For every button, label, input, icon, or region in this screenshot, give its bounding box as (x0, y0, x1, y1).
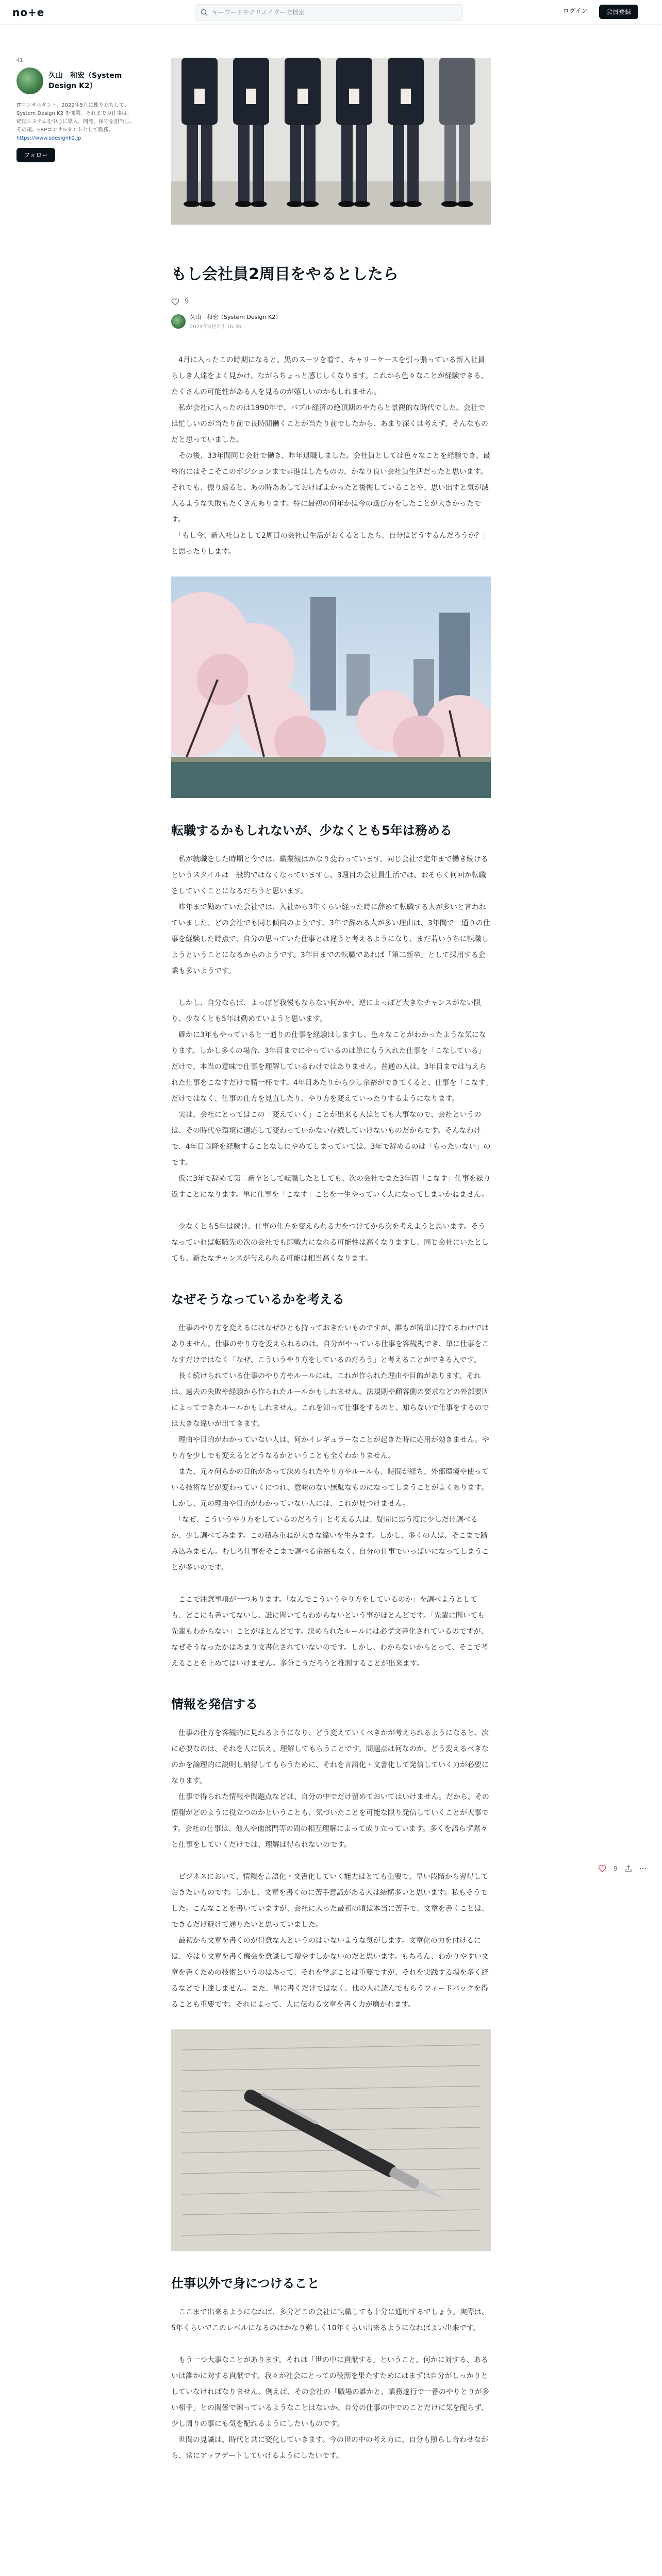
article-column (171, 58, 491, 2464)
search-box[interactable] (195, 4, 463, 21)
signup-button[interactable]: 会員登録 (599, 5, 638, 19)
paragraph: 私が会社に入ったのは1990年で、バブル経済の絶頂期のやたらと景観的な時代でした。会社では忙しいのが当たり前で長時間働くことが当たり前でしたから、あまり深くは考えず、そんなものだと思っていました。 (171, 404, 488, 444)
paragraph: 少なくとも5年は続け、仕事の仕方を変えられる力をつけてから次を考えようと思います。そうなっていれば転職先の次の会社でも即戦力になれる可能性は高くなりますし、同じ会社にいたとしても、新たなチャンスが与えられる可能は相当高くなります。 (171, 1223, 489, 1263)
heart-icon[interactable] (171, 298, 179, 306)
article-body (171, 352, 491, 2464)
paragraph: ビジネスにおいて、情報を言語化・文書化していく能力はとても重要で、早い段階から習得しておきたいものです。しかし、文章を書くのに苦手意識がある人は結構多いと思います。私もそうでした。こんなことを書いていますが、会社に入った最初の頃は本当に苦手で、文章を書くことは、できるだけ避けて通りたいと思っていました。 (171, 1873, 489, 1929)
author-bio (16, 101, 135, 143)
author-bio-text: ITコンサルタント。2022年5月に独り立ちして、System Design K2 を開業。それまでの仕事は、経理システムを中心に導入、開発、保守を担当し、その後、ERPコンサルタントとして勤務。 (16, 103, 135, 133)
author-avatar[interactable] (16, 67, 43, 94)
paragraph: ここまで出来るようになれば、多分どこの会社に転職しても十分に通用するでしょう。実際は、5年くらいでこのレベルになるのはかなり難しく10年くらい出来るようになればよい出来です。 (171, 2308, 489, 2332)
paragraph: 「なぜ、こういうやり方をしているのだろう」と考える人は、疑問に思う度に少しだけ調べるか、少し調べてみます。この積み重ねが大きな違いを生みます。しかし、多くの人は、そこまで踏み込みません。むしろ仕事をそこまで調べる余裕もなく、自分の仕事でいっぱいになってしまうことが多いのです。 (171, 1516, 489, 1572)
floating-like-count: 9 (614, 1865, 618, 1872)
site-header (0, 0, 662, 25)
paragraph: その後、33年間同じ会社で働き、昨年退職しました。会社員としては色々なことを経験でき、最終的にはそこそこのポジションまで昇進はしたものの、かなり良い会社員生活だったと思います。それでも、振り返ると、あの時ああしておけばよかったと後悔していることや、思い出すと気が滅入るような失敗もたくさんあります。特に最初の何年かは今の選び方をしたことが大きかったです。 (171, 452, 490, 524)
pen-illustration (171, 2029, 491, 2251)
paragraph: 確かに3年もやっていると一通りの仕事を経験はしますし、色々なことがわかったような気になります。しかし多くの場合、3年目までにやっているのは単にもう入れた仕事を「こなしている」だけで、本当の意味で仕事を理解しているわけではありません。普通の人は、3年目までは与えられた仕事をこなすだけで精一杯です。4年目あたりから少し余裕ができてくると、仕事を「こなす」だけではなく、仕事の仕方を見直したり、やり方を変えていったりするようになります。 (171, 1031, 489, 1103)
search-icon (201, 9, 208, 16)
paragraph: 4月に入ったこの時期になると、黒のスーツを着て、キャリーケースを引っ張っている新入社員らしき人達をよく見かけ、ながらちょっと感じしくなります。これから色々なことが経験できる、たくさんの可能性がある人を見るのが嬉しいのかもしれません。 (171, 356, 488, 396)
pen-photo (171, 2029, 491, 2251)
new-employees-illustration (171, 58, 491, 225)
heart-icon[interactable] (598, 1865, 606, 1872)
paragraph: 長く続けられている仕事のやり方やルールには、これが作られた理由や目的があります。それは、過去の失敗や経験から作られたルールかもしれません。法規則や顧客側の要求などの外部要因によってできたルールかもしれません。これを知って仕事をするのと、知らないで仕事をするのでは大きな違いが出てきます。 (171, 1372, 489, 1428)
paragraph: 昨年まで勤めていた会社では、入社から3年くらい経った時に辞めて転職する人が多いと言われていました。どの会社でも同じ傾向のようです。3年で辞める人が多い理由は、3年間で一通りの仕事を経験した時点で、自分の思っていた仕事とは違うと考えるようになり、まだ若いうちに転職しようということになるからのようです。3年目までの転職であれば「第二新卒」として採用する企業も多いようです。 (171, 903, 490, 975)
paragraph: 仕事のやり方を変えるにはなぜひとも持っておきたいものですが、誰もが簡単に持てるわけではありません。仕事のやり方を変えられるのは、自分がやっている仕事を客観視でき、単に仕事をこなすだけではなく「なぜ、こういうやり方をしているのだろう」と考えることができる人です。 (171, 1324, 489, 1364)
floating-actions (598, 1865, 647, 1872)
paragraph: 実は、会社にとってはこの「変えていく」ことが出来る人はとても大事なので、会社というのは、その時代や環境に適応して変わっていかない存続していけないものだからです。そんなわけで、4年目以降を経験することなしにやめてしまっていては、3年で辞めるのは「もったいない」のです。 (171, 1111, 491, 1167)
paragraph: 仕事の仕方を客観的に見れるようになり、どう変えていくべきかが考えられるようになると、次に必要なのは、それを人に伝え、理解してもらうことです。問題点は何なのか、どう変えるべきなのかを論理的に説明し納得してもらうために、それを言語化・文書化して発信していく力が必要になります。 (171, 1729, 489, 1785)
like-count: 9 (185, 298, 189, 306)
paragraph: 世間の見識は、時代と共に変化していきます。今の世の中の考え方に、自分も照らし合わせながら、常にアップデートしていけるようにしたいです。 (171, 2436, 488, 2460)
login-link[interactable]: ログイン (563, 7, 588, 14)
author-sidebar (16, 58, 140, 162)
article-title: もし会社員2周目をやるとしたら (171, 265, 399, 283)
author-name[interactable]: 久山 和宏（System Design K2） (48, 72, 122, 90)
paragraph: ここで注意事項が一つあります。「なんでこういうやり方をしているのか」を調べようとしても、どこにも書いてないし、誰に聞いてもわからないという事がほとんどです。「先輩に聞いても先輩もわからない」ことがほとんどです。決められたルールには必ず文書化されているのですが、なぜそうなったかはあまり文書化されていないのです。しかし、わからないからとって、そこで考えることを止めてはいけません。多分こうだろうと推測することが出来ます。 (171, 1596, 488, 1668)
section-heading: 転職するかもしれないが、少なくとも5年は務める (171, 823, 452, 838)
paragraph: 仮に3年で辞めて第二新卒として転職したとしても、次の会社でまた3年間「こなす」仕事を繰り返すことになります。単に仕事を「こなす」ことを一生やっていく人になってしまいかねません。 (171, 1175, 491, 1199)
paragraph: 「もし今、新入社員として2周目の会社員生活がおくるとしたら、自分はどうするんだろうか？」と思ったりします。 (171, 532, 490, 556)
byline (171, 313, 491, 330)
paragraph: しかし、自分ならば、よっぽど我慢もならない何かや、逆によっぽど大きなチャンスがない限り、少なくとも5年は勤めていようと思います。 (171, 999, 481, 1023)
author-website-link[interactable]: https://www.sdesignk2.jp (16, 135, 81, 141)
note-logo[interactable]: no+e (12, 6, 45, 19)
paragraph: 最初から文章を書くのが得意な人というのはいないような気がします。文章化の力を付けるには、やはり文章を書く機会を意識して増やすしかないのだと思います。もちろん、わかりやすい文章を書くための技術というのはあって、それを学ぶことは重要ですが、それを実践する場を多く経るなどで上達しません。また、単に書くだけではなく、他の人に読んでもらうフィードバックを得ることも重要です。それによって、人に伝わる文章を書く力が磨かれます。 (171, 1937, 489, 2009)
section-heading: 仕事以外で身につけること (171, 2276, 320, 2291)
sidebar-badge: 41 (16, 58, 23, 63)
paragraph: もう一つ大事なことがあります。それは「世の中に貢献する」ということ。何かに対する、あるいは誰かに対する貢献です。我々が社会にとっての役割を果たすためにはまずは自分がしっかりとしていなければなりません。例えば、その会社の「職場の誰かと、業務遂行で一番のやりとりが多い相手」との関係で困っているようなことはないか。自分の仕事の中でのことだけに気を配らず、少し周りの事にも気を配れるようにしたいものです。 (171, 2356, 489, 2428)
hero-image (171, 58, 491, 225)
paragraph: また、元々何らかの目的があって決められたやり方やルールも、時間が経ち、外部環境や使っている技術などが変わっていくにつれ、意味のない無駄なものになってしまうことがよくあります。しかし、元の理由や目的がわかっていない人には、これが見つけません。 (171, 1468, 489, 1508)
share-icon[interactable] (625, 1865, 632, 1872)
section-heading: なぜそうなっているかを考える (171, 1292, 344, 1307)
paragraph: 仕事で得られた情報や問題点などは、自分の中でだけ留めておいてはいけません。だから、その情報がどのように役立つのかということも、気づいたことを可能な限り発信していくことが大事です。会社の仕事は、他人や他部門等の間の相互理解によって成り立っています。多くを語らず黙々と仕事をしていくだけでは、理解は得られないのです。 (171, 1793, 489, 1849)
like-area[interactable] (171, 298, 491, 306)
cherry-blossom-illustration (171, 577, 491, 798)
paragraph: 私が就職をした時期と今では、職業観はかなり変わっています。同じ会社で定年まで働き続けるというスタイルは一般的ではなくなっていますし、3週目の会社員生活では、おそらく何回か転職をしていくことになるだろうと思います。 (171, 855, 488, 895)
cherry-blossom-photo (171, 577, 491, 798)
publish-date: 2024年4月7日 16:36 (190, 324, 242, 330)
section-heading: 情報を発信する (171, 1697, 258, 1711)
byline-author[interactable]: 久山 和宏（System Design K2） (190, 314, 282, 320)
byline-avatar[interactable] (171, 314, 186, 329)
search-input[interactable] (208, 5, 455, 20)
follow-button[interactable]: フォロー (16, 148, 55, 162)
more-icon[interactable] (639, 1865, 647, 1872)
paragraph: 理由や目的がわかっていない人は、何かイレギュラーなことが起きた時に応用が効きません。やり方を少しでも変えるとどうなるかということも全くわかりません。 (171, 1436, 489, 1460)
